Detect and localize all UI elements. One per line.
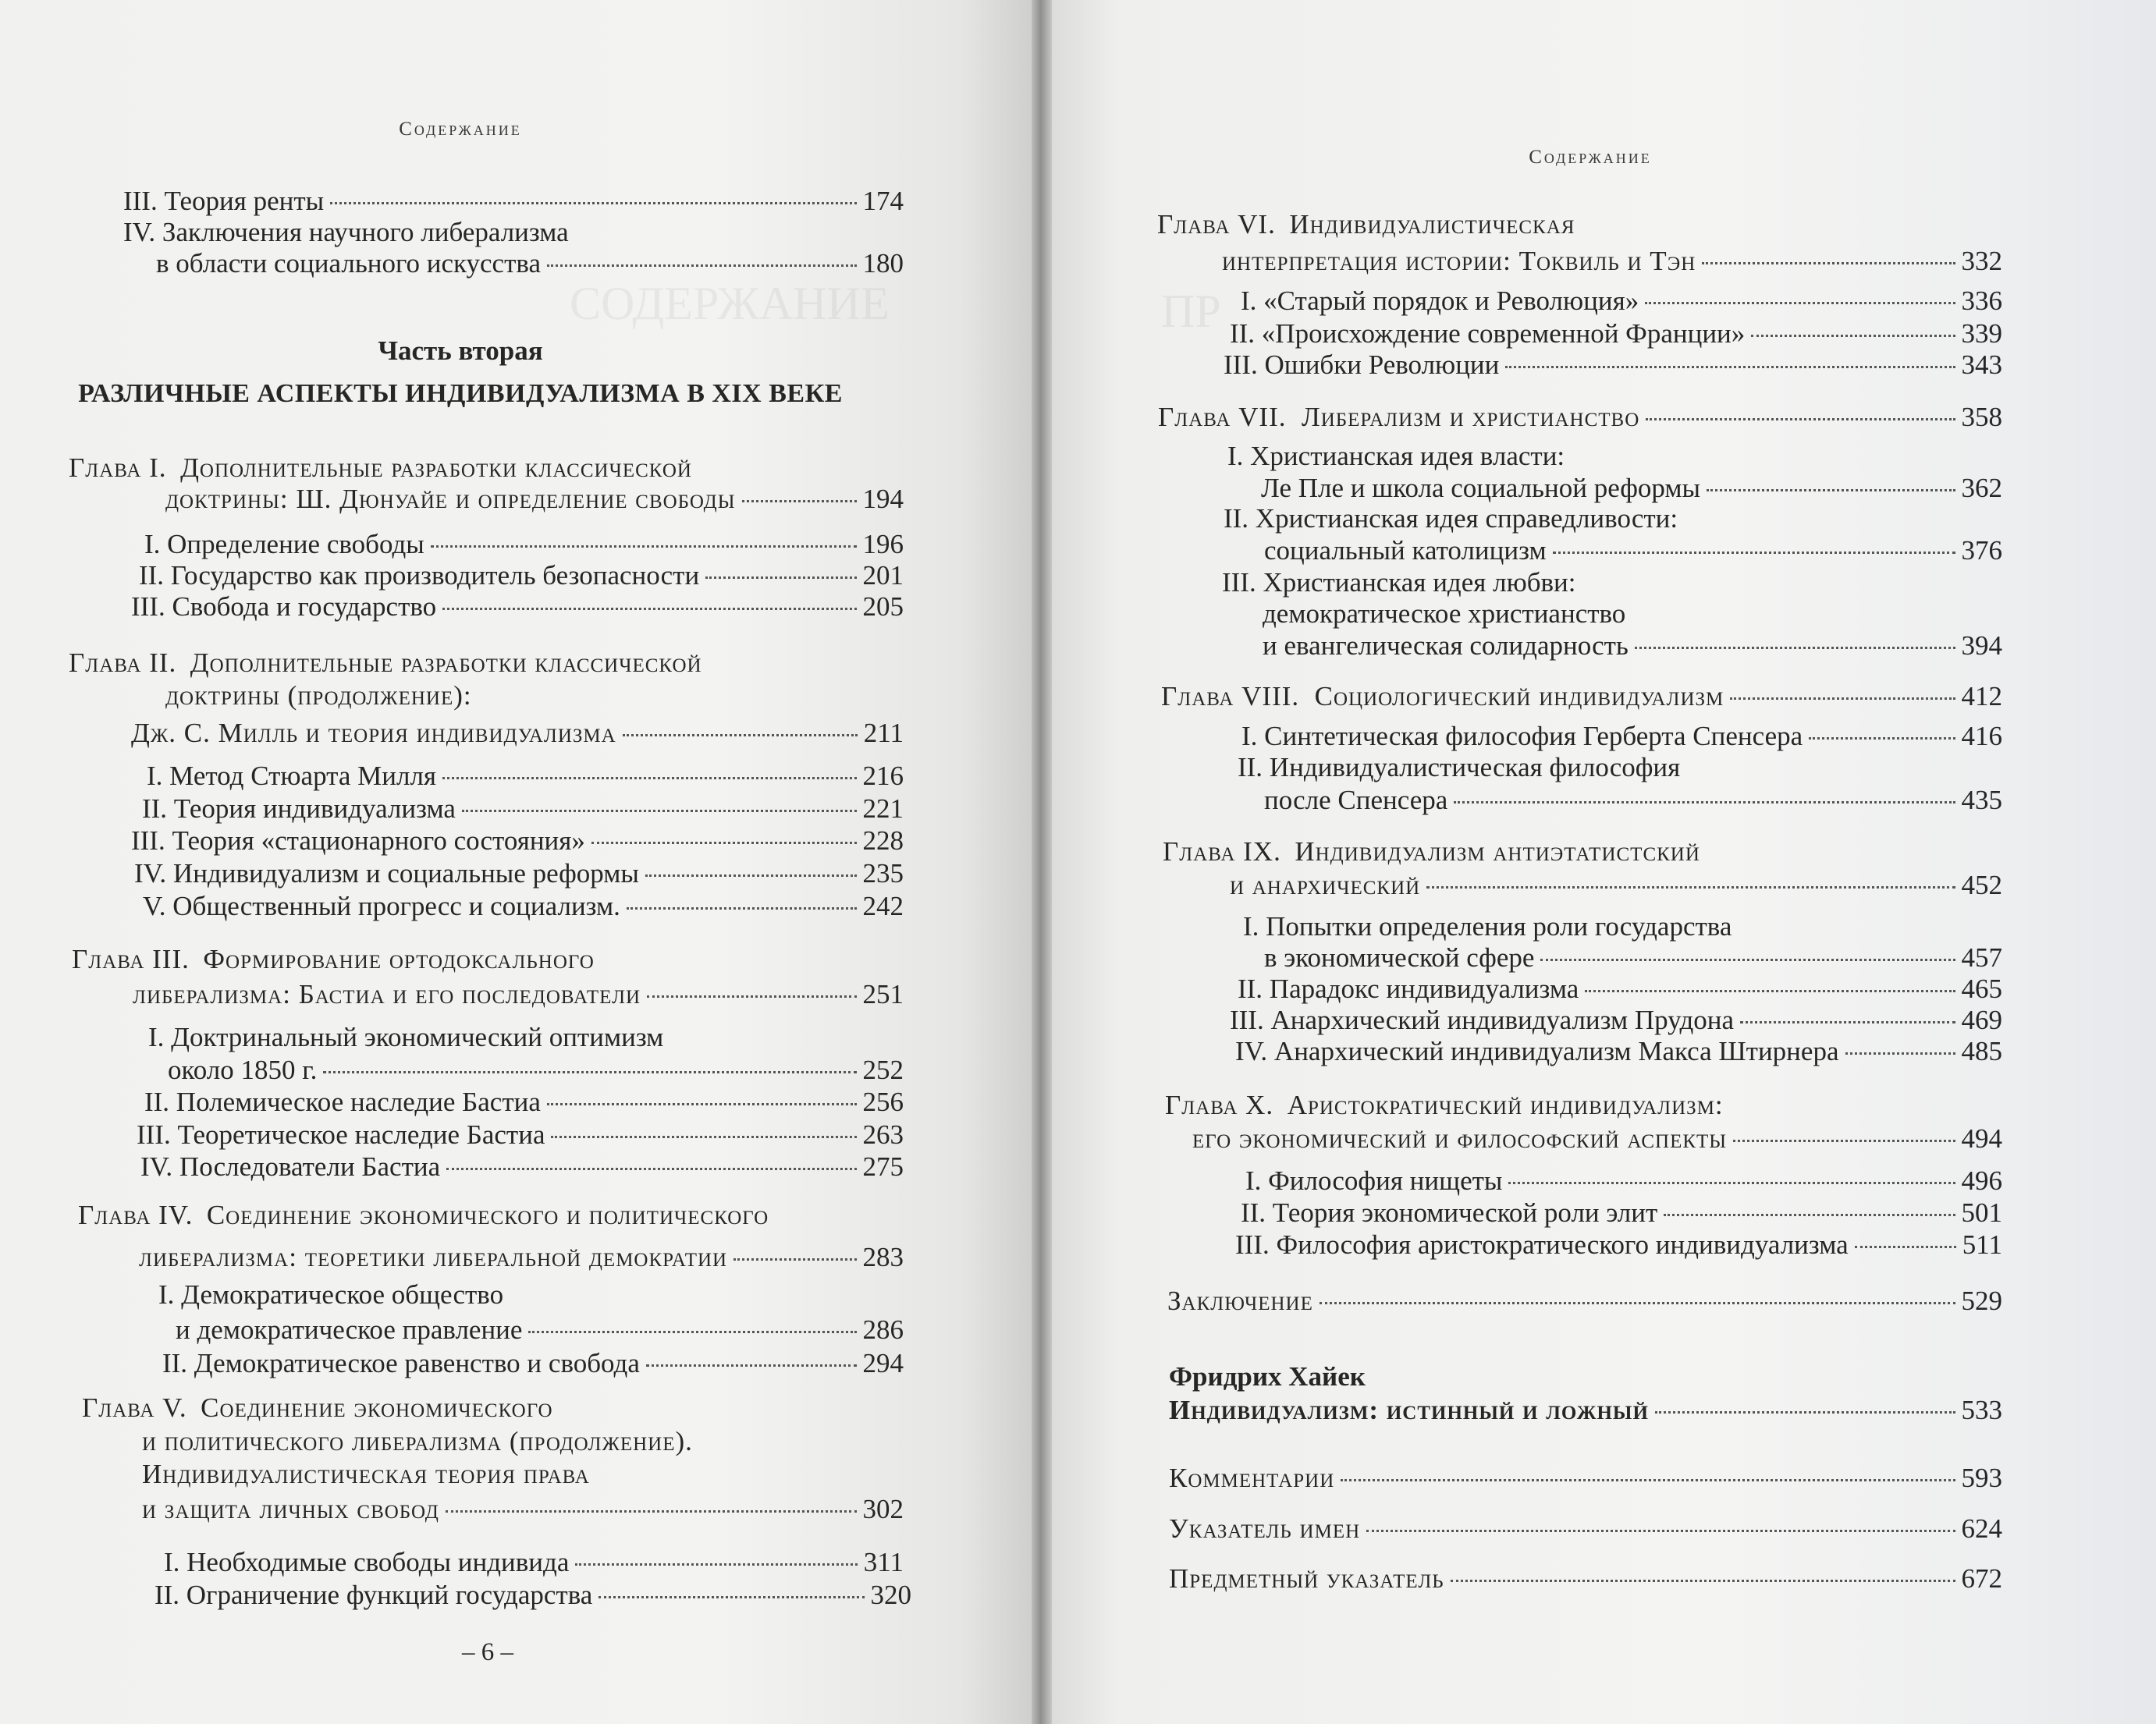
dot-leader (1702, 262, 1955, 264)
toc-section: I. Синтетическая философия Герберта Спенсера 416 (1241, 721, 2002, 751)
dot-leader (1635, 647, 1955, 649)
dot-leader (598, 1596, 864, 1598)
toc-section: II. Индивидуалистическая философия (1238, 752, 1681, 782)
dot-leader (1730, 697, 1955, 700)
chapter-heading: Глава IX. Индивидуализм антиэтатистский (1163, 836, 1700, 867)
chapter-heading: Глава VI. Индивидуалистическая (1157, 209, 1575, 239)
toc-section: I. Христианская идея власти: (1227, 441, 1565, 471)
toc-section: Ле Пле и школа социальной реформы 362 (1261, 473, 2002, 503)
toc-section: I. Метод Стюарта Милля 216 (147, 761, 904, 791)
back-matter-entry: Указатель имен 624 (1169, 1513, 2002, 1544)
toc-section: демократическое христианство (1263, 598, 1626, 629)
dot-leader (1585, 990, 1955, 992)
toc-section: I. Попытки определения роли государства (1243, 911, 1732, 942)
toc-section: III. Философия аристократического индивидуализма 511 (1235, 1229, 2002, 1260)
chapter-heading-last-line: либерализма: теоретики либеральной демократии 283 (139, 1242, 904, 1272)
dot-leader (733, 1258, 856, 1261)
toc-section: V. Общественный прогресс и социализм. 242 (143, 891, 904, 921)
dot-leader (330, 202, 856, 204)
dot-leader (442, 608, 856, 610)
hayek-title-entry: Индивидуализм: истинный и ложный 533 (1169, 1395, 2002, 1425)
toc-section: II. Полемическое наследие Бастиа 256 (144, 1087, 904, 1117)
toc-section: после Спенсера 435 (1264, 785, 2002, 815)
dot-leader (623, 734, 858, 736)
left-page (0, 0, 1032, 1724)
chapter-heading: Глава X. Аристократический индивидуализм: (1165, 1090, 1724, 1120)
show-through-text: СОДЕРЖАНИЕ (570, 278, 890, 329)
toc-section: III. Теоретическое наследие Бастиа 263 (137, 1119, 904, 1150)
toc-section: III. Теория «стационарного состояния» 228 (131, 825, 904, 856)
dot-leader (705, 576, 856, 579)
toc-section: I. Демократическое общество (158, 1279, 504, 1310)
toc-section: I. Философия нищеты 496 (1245, 1165, 2002, 1196)
dot-leader (1809, 737, 1955, 740)
dot-leader (1645, 302, 1955, 304)
chapter-heading: Глава I. Дополнительные разработки классической (69, 452, 692, 483)
dot-leader (1740, 1021, 1955, 1023)
chapter-heading-last-line: Дж. С. Милль и теория индивидуализма 211 (131, 718, 904, 748)
toc-section: II. Парадокс индивидуализма 465 (1238, 974, 2002, 1004)
part-label: Часть вторая (378, 335, 543, 366)
dot-leader (647, 995, 856, 998)
toc-section: II. Теория экономической роли элит 501 (1241, 1197, 2002, 1228)
dot-leader (1505, 366, 1955, 368)
dot-leader (547, 1103, 857, 1105)
hayek-author: Фридрих Хайек (1169, 1361, 1366, 1392)
toc-section: и демократическое правление 286 (176, 1314, 904, 1345)
toc-section: III. Ошибки Революции 343 (1224, 349, 2002, 380)
chapter-heading: Глава III. Формирование ортодоксального (72, 944, 595, 974)
toc-section: III. Христианская идея любви: (1222, 567, 1576, 598)
dot-leader (591, 842, 857, 844)
dot-leader (1664, 1214, 1955, 1216)
toc-section: II. Христианская идея справедливости: (1224, 503, 1678, 534)
dot-leader (1540, 959, 1955, 961)
dot-leader (1646, 418, 1955, 420)
toc-section: III. Свобода и государство 205 (131, 591, 904, 622)
chapter-heading: Глава V. Соединение экономического (82, 1392, 553, 1423)
running-head: Содержание (1529, 147, 1652, 168)
dot-leader (646, 1364, 857, 1367)
chapter-heading-line: и политического либерализма (продолжение). (142, 1426, 693, 1456)
toc-section: II. Демократическое равенство и свобода 294 (162, 1348, 904, 1378)
back-matter-entry: Предметный указатель 672 (1169, 1563, 2002, 1594)
toc-entry: в области социального искусства 180 (156, 248, 904, 278)
dot-leader (627, 907, 857, 910)
chapter-heading: Глава VIII. Социологический индивидуализм 412 (1161, 681, 2002, 711)
toc-section: около 1850 г. 252 (168, 1055, 904, 1085)
dot-leader (1733, 1140, 1955, 1142)
toc-section: I. Определение свободы 196 (144, 529, 904, 559)
dot-leader (446, 1510, 857, 1513)
dot-leader (645, 874, 857, 877)
toc-section: I. Доктринальный экономический оптимизм (148, 1022, 664, 1052)
toc-section: III. Анархический индивидуализм Прудона 469 (1230, 1005, 2002, 1035)
toc-section: и евангелическая солидарность 394 (1263, 630, 2002, 661)
dot-leader (1320, 1302, 1955, 1304)
book-gutter (1032, 0, 1052, 1724)
dot-leader (446, 1168, 856, 1170)
dot-leader (1451, 1580, 1955, 1582)
page-number: – 6 – (462, 1638, 513, 1666)
toc-section: I. «Старый порядок и Революция» 336 (1241, 286, 2002, 316)
dot-leader (551, 1136, 856, 1138)
dot-leader (1426, 886, 1955, 889)
dot-leader (1366, 1530, 1955, 1532)
dot-leader (547, 264, 857, 267)
chapter-heading: Глава IV. Соединение экономического и политического (78, 1200, 769, 1230)
toc-section: II. Ограничение функций государства 320 (155, 1580, 911, 1610)
part-title: РАЗЛИЧНЫЕ АСПЕКТЫ ИНДИВИДУАЛИЗМА В XIX ВЕКЕ (78, 379, 843, 408)
chapter-heading: Глава II. Дополнительные разработки классической (69, 647, 702, 678)
dot-leader (1341, 1479, 1955, 1481)
back-matter-entry: Комментарии 593 (1169, 1463, 2002, 1493)
dot-leader (431, 545, 857, 548)
toc-section: IV. Индивидуализм и социальные реформы 235 (134, 858, 904, 889)
chapter-heading-last-line: либерализма: Бастиа и его последователи 251 (133, 979, 904, 1009)
dot-leader (528, 1331, 856, 1333)
chapter-heading-line: доктрины (продолжение): (165, 680, 472, 711)
toc-entry: IV. Заключения научного либерализма (123, 217, 569, 247)
toc-section: в экономической сфере 457 (1264, 942, 2002, 973)
dot-leader (1751, 335, 1955, 337)
toc-entry: III. Теория ренты 174 (123, 186, 904, 216)
dot-leader (742, 500, 857, 502)
dot-leader (323, 1071, 856, 1073)
chapter-heading-last-line: и анархический 452 (1230, 870, 2002, 900)
dot-leader (442, 777, 856, 779)
toc-section: социальный католицизм 376 (1264, 535, 2002, 566)
right-page (1052, 0, 2156, 1724)
chapter-heading: Глава VII. Либерализм и христианство 358 (1158, 402, 2002, 432)
chapter-heading-last-line: доктрины: Ш. Дюнуайе и определение свободы 194 (165, 484, 904, 514)
conclusion-entry: Заключение 529 (1167, 1286, 2002, 1316)
toc-section: IV. Последователи Бастиа 275 (140, 1151, 904, 1182)
chapter-heading-line: Индивидуалистическая теория права (142, 1459, 590, 1489)
dot-leader (1707, 489, 1955, 491)
toc-section: I. Необходимые свободы индивида 311 (164, 1547, 904, 1577)
chapter-heading-last-line: интерпретация истории: Токвиль и Тэн 332 (1222, 246, 2002, 276)
dot-leader (1855, 1246, 1956, 1248)
dot-leader (462, 810, 857, 812)
dot-leader (1553, 552, 1955, 554)
dot-leader (1655, 1411, 1955, 1414)
toc-section: IV. Анархический индивидуализм Макса Штирнера 485 (1235, 1036, 2002, 1066)
dot-leader (1845, 1052, 1955, 1055)
running-head: Содержание (399, 119, 522, 140)
show-through-text: ПР (1161, 286, 1221, 337)
dot-leader (575, 1563, 857, 1566)
chapter-heading-last-line: его экономический и философский аспекты 494 (1192, 1123, 2002, 1154)
toc-section: II. Теория индивидуализма 221 (142, 793, 904, 824)
dot-leader (1508, 1182, 1955, 1184)
toc-section: II. «Происхождение современной Франции» 339 (1230, 318, 2002, 349)
toc-section: II. Государство как производитель безопасности 201 (139, 560, 904, 591)
dot-leader (1454, 801, 1955, 803)
chapter-heading-last-line: и защита личных свобод 302 (142, 1494, 904, 1524)
